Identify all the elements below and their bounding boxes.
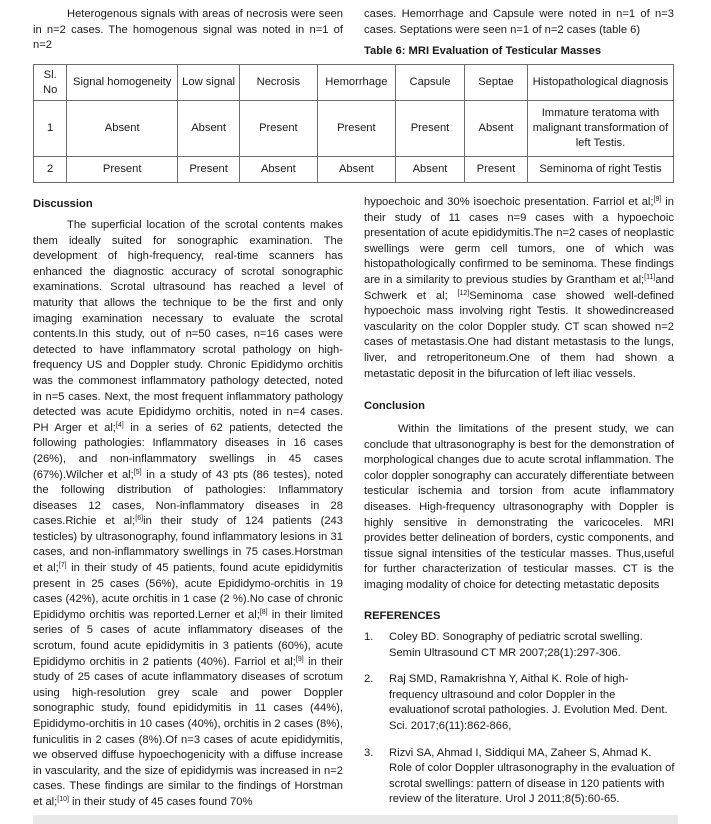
citation-ref[interactable]: [12] — [457, 289, 470, 297]
discussion-heading: Discussion — [33, 198, 93, 210]
page-footer-bar — [33, 815, 678, 824]
reference-item — [364, 746, 676, 808]
header-necrosis: Necrosis — [240, 65, 317, 101]
table-header-row — [34, 65, 674, 101]
text-run: hypoechoic and 30% isoechoic presentation. Farriol et al; — [364, 196, 654, 208]
header-low-signal: Low signal — [178, 65, 240, 101]
header-histopathological-diagnosis: Histopathological diagnosis — [527, 65, 673, 101]
header-sl-no: Sl. No — [34, 65, 67, 101]
citation-ref[interactable]: [7] — [58, 562, 67, 570]
citation-ref[interactable]: [11] — [644, 273, 656, 281]
conclusion-heading: Conclusion — [364, 400, 425, 412]
discussion-continued-paragraph — [364, 195, 674, 382]
header-hemorrhage: Hemorrhage — [317, 65, 395, 101]
references-heading: REFERENCES — [364, 610, 441, 622]
table-cell: Present — [67, 157, 178, 183]
top-left-paragraph: Heterogenous signals with areas of necrosis were seen in n=2 cases. The homogenous signal was noted in n=1 of n=2 — [33, 8, 343, 52]
table-cell: Absent — [396, 157, 465, 183]
table-cell: Absent — [178, 101, 240, 157]
citation-ref[interactable]: [5] — [133, 468, 142, 476]
text-run: and Schwerk et al; — [364, 273, 674, 302]
table-cell: Absent — [67, 101, 178, 157]
reference-text: Coley BD. Sonography of pediatric scrotal swelling. Semin Ultrasound CT MR 2007;28(1):297-306. — [389, 631, 643, 659]
table-cell: Present — [317, 101, 395, 157]
header-signal-homogeneity: Signal homogeneity — [67, 65, 178, 101]
table-row — [34, 101, 674, 157]
text-run: in a series of 62 patients, detected the following pathologies: Inflammatory diseases in 16 cases (26%), and non-inflammatory swellings in 45 cases (67%).Wilcher et al; — [33, 421, 343, 481]
table-cell: Present — [240, 101, 317, 157]
text-run: in a study of 43 pts (86 testes), noted the following distribution of pathologies: Inflammatory diseases 12 cases, Non-inflammatory diseases in 28 cases.Richie et al; — [33, 468, 343, 528]
citation-ref[interactable]: [8] — [259, 608, 268, 616]
table-cell: Absent — [317, 157, 395, 183]
table-cell: Present — [464, 157, 527, 183]
reference-list — [364, 630, 676, 819]
citation-ref[interactable]: [9] — [653, 196, 662, 203]
discussion-paragraph — [33, 218, 343, 811]
table-cell: Present — [178, 157, 240, 183]
citation-ref[interactable]: [10] — [57, 795, 69, 803]
text-run: in their study of 45 patients, found acute epididymitis present in 25 cases (56%), acute Epididymo-orchitis in 19 cases (42%), acute orchitis in 1 case (2 %).No case of chronic Epididymo orchitis was reported.Lerner et al; — [33, 562, 343, 621]
text-run: in their study of 11 cases n=9 cases with a hypoechoic presentation of acute epididymitis.The n=2 cases of neoplastic swellings were germ cell tumors, one of which was histopathologically confirmed to be seminoma. These findings are in a similarity to previous studies by Grantham et al; — [364, 196, 674, 286]
text-run: in their limited series of 5 cases of acute inflammatory diseases of the scrotum, found acute epididymitis in 3 patients (60%), acute Epididymo orchitis in 2 patients (40%). Farriol et al; — [33, 608, 343, 668]
table-caption: Table 6: MRI Evaluation of Testicular Masses — [364, 45, 602, 57]
reference-number: 2. — [364, 673, 374, 686]
reference-number: 3. — [364, 746, 374, 759]
text-run: in their study of 124 patients (243 testicles) by ultrasonography, found inflammatory lesions in 31 cases, and non-inflammatory swellings in 75 cases.Horstman et al; — [33, 515, 343, 575]
text-run: in their study of 25 cases of acute inflammatory diseases of scrotum using high-resolution grey scale and power Doppler sonographic study, found epididymitis in 11 cases (44%), Epididymo-orchitis in 10 cases (40%), orchitis in 2 cases (8%), funiculitis in 2 cases (8%).Of n=3 cases of acute epididymitis, we observed diffuse hypoechogenicity with a diffuse increase in vascularity, and the size of epididymis was increased in n=2 cases. These findings are similar to the findings of Horstman et al; — [33, 655, 344, 808]
table-row — [34, 157, 674, 183]
table-cell: 1 — [34, 101, 67, 157]
table-cell: 2 — [34, 157, 67, 183]
citation-ref[interactable]: [4] — [115, 421, 124, 429]
citation-ref[interactable]: [6] — [135, 515, 144, 523]
text-run: Seminoma case showed well-defined hypoechoic mass involving right Testis. It showedincreased vascularity on the color Doppler study. CT scan showed n=2 cases of metastasis.One had distant metastasis to the lungs, liver, and retroperitoneum.One of them had shown a metastatic deposit in the bifurcation of left iliac vessels. — [364, 289, 674, 380]
reference-item — [364, 672, 676, 734]
citation-ref[interactable]: [9] — [295, 655, 304, 663]
reference-item — [364, 630, 676, 661]
header-septae: Septae — [464, 65, 527, 101]
conclusion-paragraph: Within the limitations of the present study, we can conclude that ultrasonography is best for the demonstration of morphological changes due to acute scrotal inflammation. The color doppler sonography can accurately differentiate between testicular ischemia and torsion from acute inflammatory diseases. High-frequency ultrasonography with Doppler is highly sensitive in demonstrating the varicoceles. MRI provides better delineation of borders, cystic components, and tissue signal intensities of the testicular masses. Thus,useful for further characterization of testicular masses. CT is the imaging modality of choice for detecting metastatic deposits — [364, 423, 674, 591]
text-run: in their study of 45 cases found 70% — [68, 795, 253, 808]
reference-text: Rizvi SA, Ahmad I, Siddiqui MA, Zaheer S, Ahmad K. Role of color Doppler ultrasonography in the evaluation of scrotal swellings: pattern of disease in 120 patients with review of the literature. Urol J 2011;8(5):60-65. — [389, 746, 675, 806]
table-cell: Immature teratoma with malignant transformation of left Testis. — [527, 101, 673, 157]
mri-table — [33, 64, 674, 183]
table-cell: Present — [396, 101, 465, 157]
table-cell: Absent — [464, 101, 527, 157]
header-capsule: Capsule — [396, 65, 465, 101]
reference-text: Raj SMD, Ramakrishna Y, Aithal K. Role of high-frequency ultrasound and color Doppler in the evaluationof scrotal pathologies. J. Evolution Med. Dent. Sci. 2017;6(11):862-866, — [389, 673, 668, 732]
reference-number: 1. — [364, 631, 374, 643]
table-cell: Seminoma of right Testis — [527, 157, 673, 183]
table-cell: Absent — [240, 157, 317, 183]
top-right-paragraph: cases. Hemorrhage and Capsule were noted in n=1 of n=3 cases. Septations were seen n=1 of n=2 cases (table 6) — [364, 8, 674, 36]
text-run: The superficial location of the scrotal contents makes them ideally suited for sonographic examination. The development of high-frequency, real-time scanners has enhanced the diagnostic accuracy of scrotal sonographic examinations. Scrotal ultrasound has reached a level of maturity that allows the technique to be the first and only imaging examination necessary to evaluate the scrotal contents.In this study, out of n=50 cases, n=16 cases were detected to have inflammatory scrotal pathology on high-frequency US and Doppler study. Chronic Epididymo orchitis was the commonest inflammatory pathology detected, noted in n=5 cases. Next, the most frequent inflammatory pathology detected was acute Epididymo orchitis, noted in n=4 cases. PH Arger et al; — [33, 219, 343, 434]
